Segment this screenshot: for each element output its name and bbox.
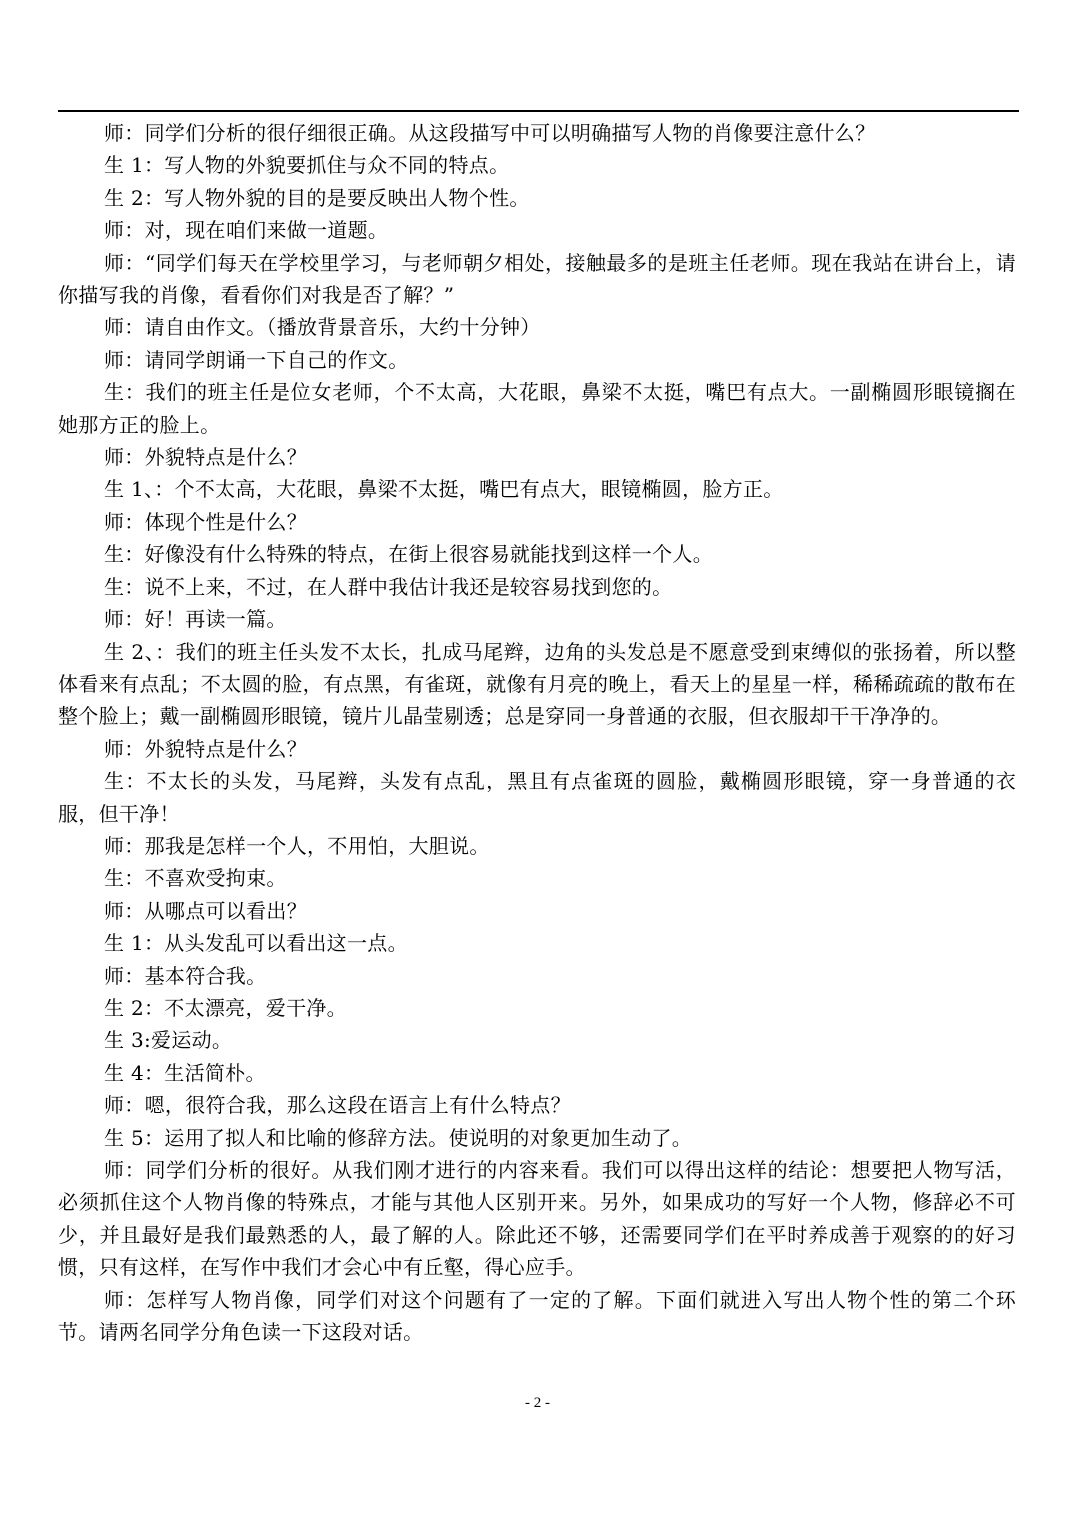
paragraph: 师：对，现在咱们来做一道题。: [104, 218, 389, 243]
paragraph: 生 4：生活简朴。: [104, 1060, 266, 1085]
paragraph: 生 2、：我们的班主任头发不太长，扎成马尾辫，边角的头发总是不愿意受到束缚似的张扬着，所以整体看来有点乱；不太圆的脸，有点黑，有雀斑，就像有月亮的晚上，看天上的星星一样，稀稀疏疏的散布在整个脸上；戴一副椭圆形眼镜，镜片儿晶莹剔透；总是穿同一身普通的衣服，但衣服却干干净净的。: [58, 639, 1016, 729]
paragraph: 师：请同学朗诵一下自己的作文。: [104, 347, 409, 372]
paragraph: 师：同学们分析的很仔细很正确。从这段描写中可以明确描写人物的肖像要注意什么？: [104, 121, 876, 145]
paragraph: 师：那我是怎样一个人，不用怕，大胆说。: [104, 833, 490, 858]
paragraph: 师：请自由作文。（播放背景音乐，大约十分钟）: [104, 315, 541, 340]
paragraph: 师：同学们分析的很好。从我们刚才进行的内容来看。我们可以得出这样的结论：想要把人物写活，必须抓住这个人物肖像的特殊点，才能与其他人区别开来。另外，如果成功的写好一个人物，修辞必不可少，并且最好是我们最熟悉的人，最了解的人。除此还不够，还需要同学们在平时养成善于观察的的好习惯，只有这样，在写作中我们才会心中有丘壑，得心应手。: [58, 1158, 1016, 1280]
paragraph: 生：不喜欢受拘束。: [104, 866, 287, 891]
page-number: - 2 -: [525, 1395, 550, 1411]
paragraph: 生 1：写人物的外貌要抓住与众不同的特点。: [104, 153, 510, 178]
paragraph: 生 1、：个不太高，大花眼，鼻梁不太挺，嘴巴有点大，眼镜椭圆，脸方正。: [104, 477, 784, 502]
paragraph: 师：好！再读一篇。: [104, 607, 287, 632]
paragraph: 生 5：运用了拟人和比喻的修辞方法。使说明的对象更加生动了。: [104, 1125, 693, 1150]
header-rule: [58, 110, 1019, 112]
paragraph: 生：不太长的头发，马尾辫，头发有点乱，黑且有点雀斑的圆脸，戴椭圆形眼镜，穿一身普通的衣服，但干净！: [58, 769, 1016, 826]
paragraph: 师：从哪点可以看出？: [104, 898, 307, 923]
paragraph: 师：体现个性是什么？: [104, 509, 307, 534]
paragraph: 师：基本符合我。: [104, 963, 267, 988]
paragraph: 生 3:爱运动。: [104, 1028, 233, 1053]
paragraph: 生 2：写人物外貌的目的是要反映出人物个性。: [104, 185, 530, 210]
paragraph: 生：好像没有什么特殊的特点，在街上很容易就能找到这样一个人。: [104, 542, 713, 567]
paragraph: 师：外貌特点是什么？: [104, 445, 307, 470]
paragraph: 生：我们的班主任是位女老师，个不太高，大花眼，鼻梁不太挺，嘴巴有点大。一副椭圆形眼镜搁在她那方正的脸上。: [58, 380, 1016, 437]
paragraph: 师：嗯，很符合我，那么这段在语言上有什么特点？: [104, 1093, 571, 1118]
paragraph: 生：说不上来，不过，在人群中我估计我还是较容易找到您的。: [104, 574, 673, 599]
document-body: [58, 117, 1016, 1348]
paragraph: 师：外貌特点是什么？: [104, 736, 307, 761]
paragraph: 师：“同学们每天在学校里学习，与老师朝夕相处，接触最多的是班主任老师。现在我站在讲台上，请你描写我的肖像，看看你们对我是否了解？”: [58, 250, 1016, 308]
paragraph: 生 2：不太漂亮，爱干净。: [104, 995, 347, 1020]
paragraph: 师：怎样写人物肖像，同学们对这个问题有了一定的了解。下面们就进入写出人物个性的第二个环节。请两名同学分角色读一下这段对话。: [58, 1287, 1016, 1345]
paragraph: 生 1：从头发乱可以看出这一点。: [104, 931, 408, 956]
